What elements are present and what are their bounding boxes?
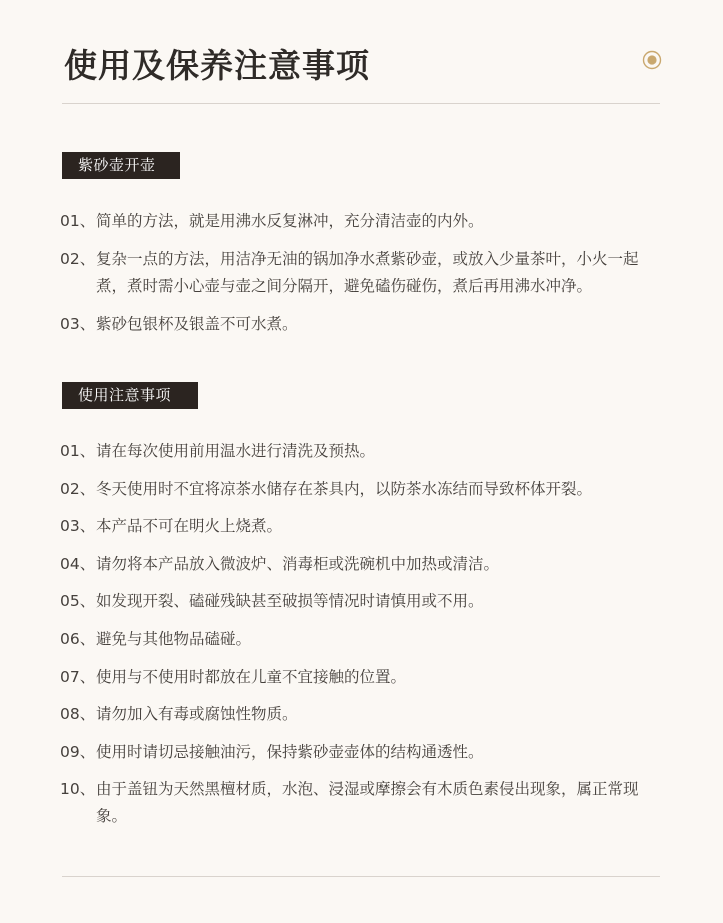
list-item bbox=[60, 246, 660, 300]
item-number: 03、 bbox=[60, 517, 96, 536]
list-item bbox=[60, 739, 660, 766]
list-item bbox=[60, 701, 660, 728]
item-number: 03、 bbox=[60, 315, 96, 333]
list-item bbox=[60, 664, 660, 691]
list-item bbox=[60, 513, 660, 540]
item-text: 请勿加入有毒或腐蚀性物质。 bbox=[96, 705, 298, 724]
item-text: 使用与不使用时都放在儿童不宜接触的位置。 bbox=[96, 667, 407, 686]
usage-notes-list bbox=[60, 438, 660, 841]
item-number: 06、 bbox=[60, 629, 96, 648]
item-text: 冬天使用时不宜将凉茶水储存在茶具内，以防茶水冻结而导致杯体开裂。 bbox=[96, 479, 593, 498]
item-text: 紫砂包银杯及银盖不可水煮。 bbox=[96, 315, 298, 333]
section-label-kaihu: 紫砂壶开壶 bbox=[62, 152, 180, 179]
kaihu-instructions-list bbox=[60, 208, 660, 349]
item-text: 复杂一点的方法，用洁净无油的锅加净水煮紫砂壶，或放入少量茶叶，小火一起煮，煮时需小心壶与壶之间分隔开，避免磕伤碰伤，煮后再用沸水冲净。 bbox=[96, 250, 639, 295]
item-number: 07、 bbox=[60, 667, 96, 686]
list-item bbox=[60, 626, 660, 653]
item-number: 09、 bbox=[60, 742, 96, 761]
list-item bbox=[60, 438, 660, 465]
item-number: 08、 bbox=[60, 705, 96, 724]
item-text: 请在每次使用前用温水进行清洗及预热。 bbox=[96, 442, 376, 460]
item-text: 请勿将本产品放入微波炉、消毒柜或洗碗机中加热或清洁。 bbox=[96, 554, 500, 573]
list-item bbox=[60, 588, 660, 615]
list-item bbox=[60, 776, 660, 830]
header-divider bbox=[62, 103, 660, 104]
item-number: 10、 bbox=[60, 780, 96, 799]
section-label-usage-notes: 使用注意事项 bbox=[62, 382, 198, 409]
item-text: 如发现开裂、磕碰残缺甚至破损等情况时请慎用或不用。 bbox=[96, 592, 484, 611]
item-text: 避免与其他物品磕碰。 bbox=[96, 629, 252, 648]
list-item bbox=[60, 208, 660, 235]
item-number: 01、 bbox=[60, 212, 96, 230]
page-title: 使用及保养注意事项 bbox=[64, 46, 370, 85]
item-number: 01、 bbox=[60, 442, 96, 460]
item-text: 由于盖钮为天然黑檀材质，水泡、浸湿或摩擦会有木质色素侵出现象，属正常现象。 bbox=[96, 780, 639, 826]
item-text: 本产品不可在明火上烧煮。 bbox=[96, 517, 283, 536]
target-circle-icon bbox=[642, 50, 662, 70]
list-item bbox=[60, 311, 660, 338]
item-number: 02、 bbox=[60, 479, 96, 498]
list-item bbox=[60, 476, 660, 503]
item-text: 简单的方法，就是用沸水反复淋冲，充分清洁壶的内外。 bbox=[96, 212, 484, 230]
item-text: 使用时请切忌接触油污，保持紫砂壶壶体的结构通透性。 bbox=[96, 742, 484, 761]
item-number: 02、 bbox=[60, 250, 96, 268]
item-number: 05、 bbox=[60, 592, 96, 611]
footer-divider bbox=[62, 876, 660, 877]
list-item bbox=[60, 551, 660, 578]
item-number: 04、 bbox=[60, 554, 96, 573]
